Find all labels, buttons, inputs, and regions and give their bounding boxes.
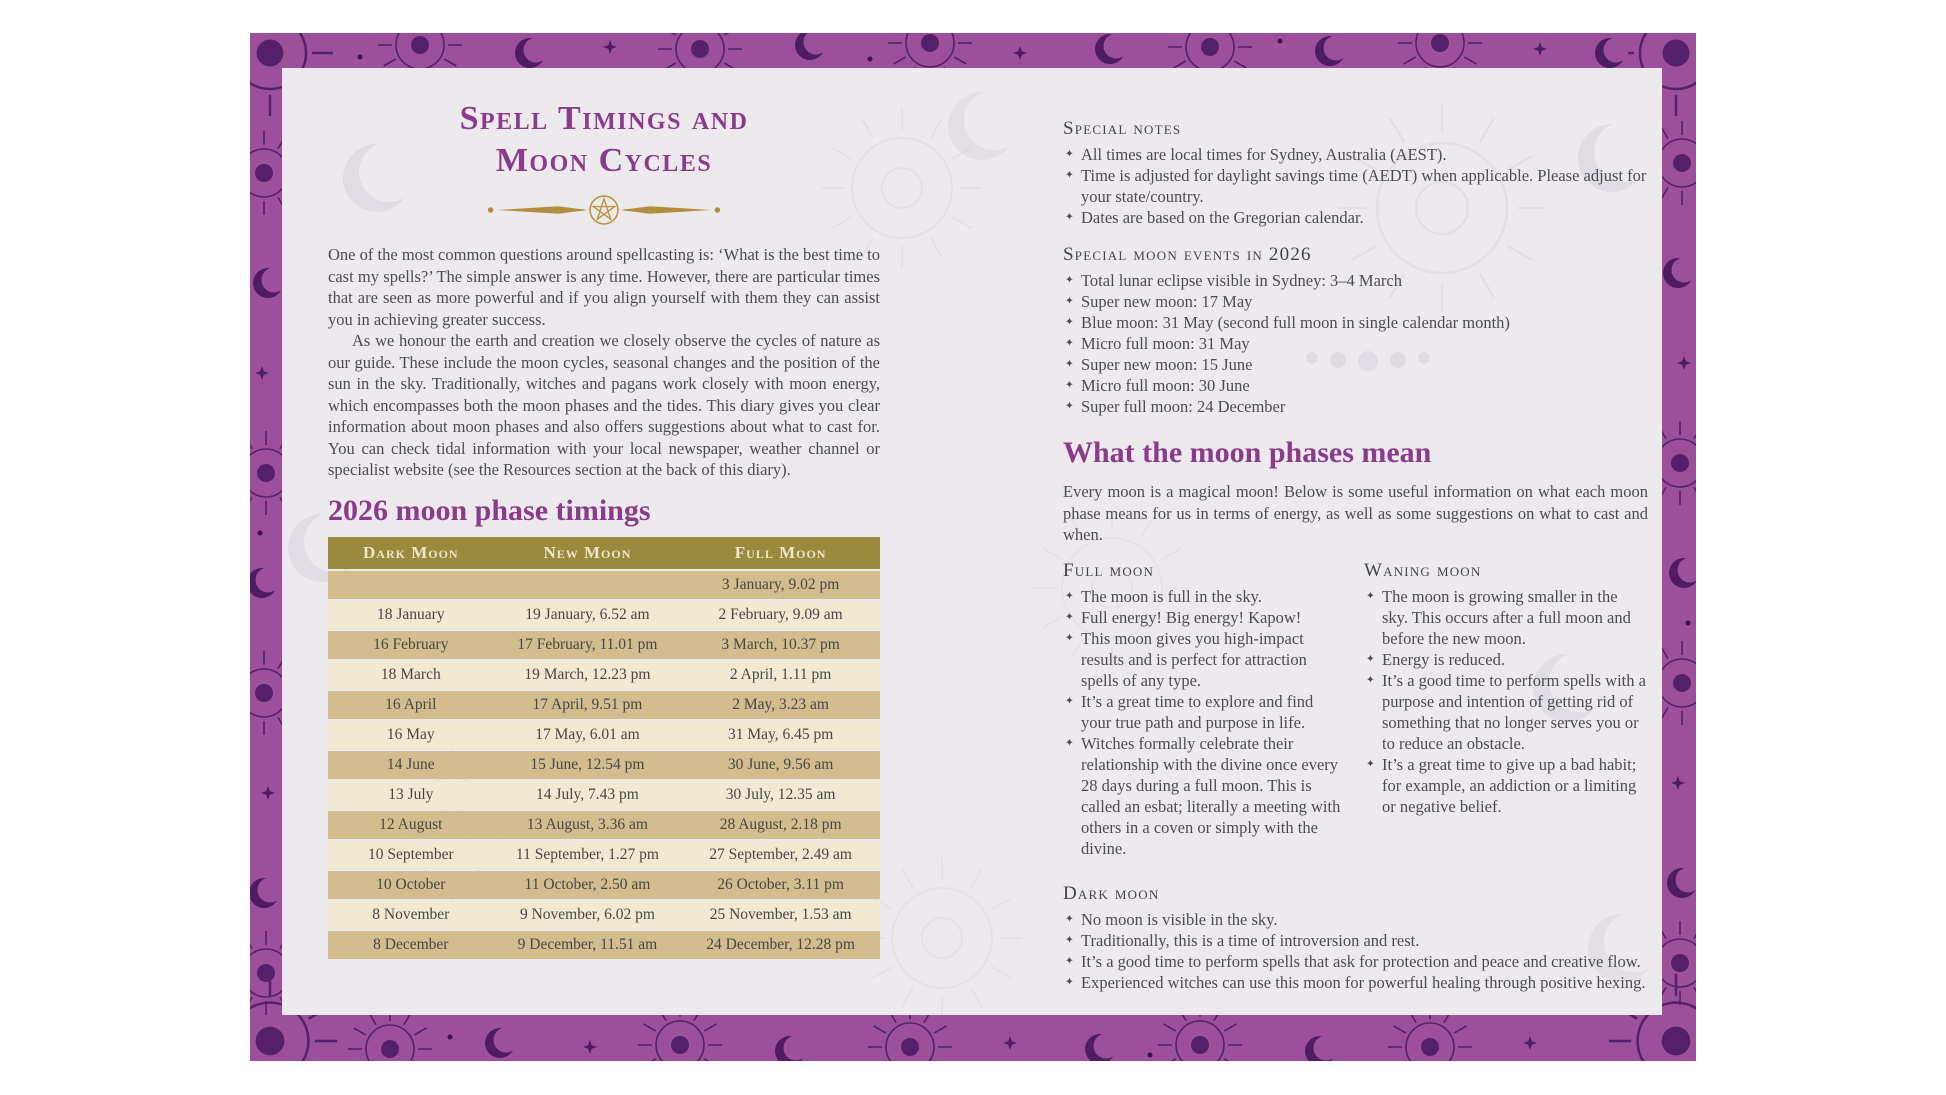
full-moon-cell: 28 August, 2.18 pm [719,815,842,833]
new-moon-cell: 19 March, 12.23 pm [524,665,651,683]
new-moon-cell: 14 July, 7.43 pm [536,785,639,803]
new-moon-cell: 19 January, 6.52 am [525,605,650,623]
intro-paragraph-1: One of the most common questions around spellcasting is: ‘What is the best time to cast my spells?’ The simple answer is any time. However, there are particular times that are seen as more powerful and if you align yourself with them they can assist you in achieving greater success. [328,245,880,329]
table-row [328,751,880,779]
special-notes-heading: Special notes [1063,118,1182,139]
list-item [1063,972,1648,993]
list-item-text: It’s a good time to perform spells that ask for protection and peace and creative flow. [1081,951,1641,971]
pentacle-ornament-art [469,192,739,228]
pentacle-divider-ornament [469,192,739,228]
diamond-bullet-icon: ✦ [1065,913,1074,925]
dark-moon-cell: 10 September [367,845,454,863]
list-item [1063,586,1346,607]
full-moon-cell: 24 December, 12.28 pm [706,935,855,953]
full-moon-cell: 3 January, 9.02 pm [721,575,840,593]
table-row [328,781,880,809]
special-moon-events-heading: Special moon events in 2026 [1063,244,1312,265]
diamond-bullet-icon: ✦ [1366,653,1375,665]
list-item [1063,270,1648,291]
full-moon-cell: 27 September, 2.49 am [709,845,852,863]
list-item [1063,607,1346,628]
list-item-text: Total lunar eclipse visible in Sydney: 3–4 March [1081,271,1402,290]
list-item-text: Traditionally, this is a time of introversion and rest. [1081,930,1420,950]
waning-moon-section [1364,560,1647,859]
list-item [1063,691,1346,733]
new-moon-cell: 9 November, 6.02 pm [519,905,655,923]
table-row [328,721,880,749]
table-header-cell: New Moon [543,542,632,562]
page-spread [282,68,1662,1015]
list-item-text: The moon is growing smaller in the sky. This occurs after a full moon and before the new moon. [1382,586,1631,648]
diamond-bullet-icon: ✦ [1065,149,1074,160]
list-item-text: Super new moon: 17 May [1081,292,1253,311]
list-item-text: It’s a great time to explore and find your true path and purpose in life. [1081,691,1314,732]
diamond-bullet-icon: ✦ [1065,296,1074,307]
table-row [328,631,880,659]
dark-moon-cell: 16 February [373,635,449,653]
diamond-bullet-icon: ✦ [1065,976,1074,988]
special-moon-events-list [1063,270,1648,417]
list-item-text: Super full moon: 24 December [1081,397,1286,416]
diamond-bullet-icon: ✦ [1366,590,1375,602]
list-item-text: Experienced witches can use this moon for powerful healing through positive hexing. [1081,972,1646,992]
new-moon-cell: 17 May, 6.01 am [535,725,640,743]
moon-phase-table-heading: 2026 moon phase timings [328,493,651,527]
full-moon-cell: 26 October, 3.11 pm [717,875,844,893]
new-moon-cell: 13 August, 3.36 am [526,815,648,833]
dark-moon-cell: 8 December [373,935,449,953]
full-moon-cell: 25 November, 1.53 am [709,905,852,923]
table-row [328,691,880,719]
table-row [328,841,880,869]
dark-moon-cell: 13 July [388,785,434,803]
dark-moon-cell: 10 October [376,875,446,893]
intro-paragraph-2: As we honour the earth and creation we closely observe the cycles of nature as our guide. These include the moon cycles, seasonal changes and the position of the sun in the sky. Traditionally, witches and pagans work closely with moon energy, which encompasses both the moon phases and the tides. This diary gives you clear information about moon phases and also offers suggestions about what to cast for. You can check tidal information with your local newspaper, weather channel or specialist website (see the Resources section at the back of this diary). [328,331,880,479]
dark-moon-cell: 8 November [372,905,450,923]
list-item [1063,951,1648,972]
moon-phases-heading: What the moon phases mean [1063,436,1432,469]
dark-moon-cell: 18 January [377,605,445,623]
new-moon-cell: 15 June, 12.54 pm [530,755,645,773]
list-item [1063,333,1648,354]
full-moon-cell: 3 March, 10.37 pm [721,635,840,653]
table-header-row [328,537,880,569]
list-item-text: Micro full moon: 30 June [1081,376,1250,395]
list-item-text: No moon is visible in the sky. [1081,909,1278,929]
new-moon-cell: 9 December, 11.51 am [517,935,658,953]
list-item-text: Full energy! Big energy! Kapow! [1081,607,1302,627]
phase-columns [1063,560,1648,859]
diamond-bullet-icon: ✦ [1065,611,1074,623]
list-item [1063,354,1648,375]
table-row [328,871,880,899]
dark-moon-cell: 12 August [379,815,443,833]
table-row [328,601,880,629]
diamond-bullet-icon: ✦ [1065,955,1074,967]
diamond-bullet-icon: ✦ [1065,359,1074,370]
list-item [1063,144,1648,165]
list-item-text: All times are local times for Sydney, Australia (AEST). [1081,145,1447,164]
moon-phase-table [328,537,880,959]
list-item [1063,375,1648,396]
full-moon-cell: 30 June, 9.56 am [727,755,834,773]
table-body [328,571,880,959]
list-item [1364,670,1647,754]
diamond-bullet-icon: ✦ [1065,380,1074,391]
list-item [1063,291,1648,312]
table-header-cell: Dark Moon [363,542,459,562]
full-moon-heading: Full moon [1063,559,1155,581]
list-item-text: The moon is full in the sky. [1081,586,1262,606]
list-item [1063,628,1346,691]
diamond-bullet-icon: ✦ [1065,590,1074,602]
moon-phases-intro: Every moon is a magical moon! Below is some useful information on what each moon phase means for us in terms of energy, as well as some suggestions on what to cast and when. [1063,482,1648,544]
waning-moon-heading: Waning moon [1364,559,1482,581]
list-item-text: Micro full moon: 31 May [1081,334,1250,353]
diamond-bullet-icon: ✦ [1065,170,1074,181]
special-notes-list [1063,144,1648,228]
list-item [1364,754,1647,817]
list-item-text: Super new moon: 15 June [1081,355,1253,374]
waning-moon-list [1364,586,1647,817]
diamond-bullet-icon: ✦ [1065,695,1074,707]
list-item [1364,586,1647,649]
right-page [1063,68,1648,993]
full-moon-cell: 2 May, 3.23 am [732,695,829,713]
left-page [328,68,880,1015]
full-moon-cell: 2 April, 1.11 pm [729,665,832,683]
diamond-bullet-icon: ✦ [1065,338,1074,349]
diamond-bullet-icon: ✦ [1065,401,1074,412]
dark-moon-cell: 16 May [386,725,435,743]
table-row [328,571,880,599]
list-item [1063,930,1648,951]
table-row [328,661,880,689]
dark-moon-heading: Dark moon [1063,882,1160,904]
list-item [1063,396,1648,417]
table-row [328,811,880,839]
list-item-text: Witches formally celebrate their relationship with the divine once every 28 days during a full moon. This is called an esbat; literally a meeting with others in a coven or simply with the divine. [1081,733,1341,858]
dark-moon-list [1063,909,1648,993]
table-row [328,901,880,929]
diamond-bullet-icon: ✦ [1065,317,1074,328]
list-item [1063,733,1346,859]
list-item-text: It’s a good time to perform spells with a purpose and intention of getting rid of something that no longer serves you or to reduce an obstacle. [1382,670,1646,753]
diamond-bullet-icon: ✦ [1065,632,1074,644]
new-moon-cell: 17 April, 9.51 pm [532,695,643,713]
list-item [1364,649,1647,670]
decorative-border [250,33,1696,1061]
dark-moon-cell: 18 March [380,665,441,683]
table-header-cell: Full Moon [734,542,827,562]
new-moon-cell: 11 October, 2.50 am [524,875,651,893]
diamond-bullet-icon: ✦ [1366,758,1375,770]
page-title [328,98,880,182]
dark-moon-cell: 16 April [385,695,437,713]
list-item [1063,165,1648,207]
dark-moon-cell: 14 June [386,755,435,773]
list-item-text: Dates are based on the Gregorian calendar. [1081,208,1364,227]
full-moon-list [1063,586,1346,859]
diamond-bullet-icon: ✦ [1065,212,1074,223]
page-title-line2: Moon Cycles [495,142,713,179]
new-moon-cell: 17 February, 11.01 pm [517,635,658,653]
diamond-bullet-icon: ✦ [1065,934,1074,946]
page-title-line1: Spell Timings and [459,100,749,137]
list-item [1063,909,1648,930]
diamond-bullet-icon: ✦ [1366,674,1375,686]
list-item-text: This moon gives you high-impact results and is perfect for attraction spells of any type. [1081,628,1307,690]
list-item [1063,312,1648,333]
table-row [328,931,880,959]
full-moon-cell: 30 July, 12.35 am [725,785,836,803]
diamond-bullet-icon: ✦ [1065,737,1074,749]
list-item-text: Time is adjusted for daylight savings time (AEDT) when applicable. Please adjust for your state/country. [1081,166,1647,206]
list-item-text: Energy is reduced. [1382,649,1505,669]
full-moon-cell: 2 February, 9.09 am [718,605,843,623]
full-moon-cell: 31 May, 6.45 pm [727,725,834,743]
full-moon-section [1063,560,1346,859]
list-item-text: Blue moon: 31 May (second full moon in single calendar month) [1081,313,1510,332]
list-item [1063,207,1648,228]
list-item-text: It’s a great time to give up a bad habit; for example, an addiction or a limiting or negative belief. [1382,754,1637,816]
diamond-bullet-icon: ✦ [1065,275,1074,286]
new-moon-cell: 11 September, 1.27 pm [515,845,659,863]
